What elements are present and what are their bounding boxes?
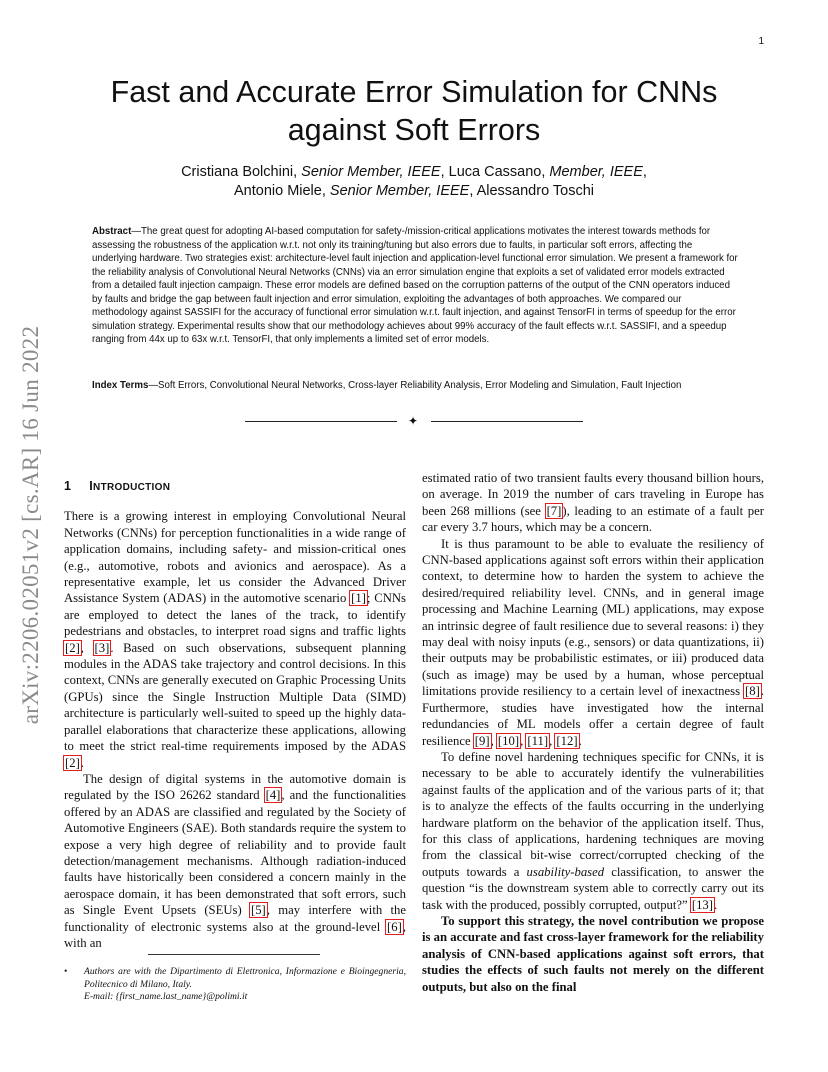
text-run: , and the functionalities offered by an ADAS are classified and regulated by the Society of Automotive Engineers (SAE). Both standards require the system to expose a very high degree of reliability and to provide fault detection/management mechanisms. Although radiation-induced faults have historically been considered a concern mainly in the aerospace domain, it has been demonstrated that soft errors, such as Single Event Upsets (SEUs)	[64, 788, 406, 918]
footnote-bullet: •	[64, 966, 68, 977]
footnote-email: E-mail: {first_name.last_name}@polimi.it	[84, 991, 248, 1002]
paragraph	[422, 749, 764, 913]
footnote	[64, 966, 406, 1004]
paragraph	[64, 771, 406, 951]
diamond-icon: ✦	[408, 414, 419, 428]
index-terms-text: —Soft Errors, Convolutional Neural Networks, Cross-layer Reliability Analysis, Error Modeling and Simulation, Fault Injection	[148, 380, 682, 391]
paper-title	[60, 73, 768, 149]
citation-link[interactable]: [2]	[65, 640, 80, 655]
author-list	[60, 163, 768, 201]
section-title-rest: NTRODUCTION	[93, 482, 171, 493]
citation-link[interactable]: [9]	[474, 733, 490, 748]
section-title-initial: I	[89, 479, 94, 493]
section-number: 1	[64, 479, 72, 493]
citation-link[interactable]: [5]	[250, 903, 266, 918]
author-line-2	[60, 182, 768, 201]
text-run: estimated ratio of two transient faults every thousand billion hours, on average. In 2019 the number of cars traveling in Europe has been 268 millions (see	[422, 471, 764, 518]
author-line-1	[60, 163, 768, 182]
abstract	[92, 225, 738, 347]
citation-link[interactable]: [3]	[94, 640, 110, 655]
text-run: The design of digital systems in the automotive domain is regulated by the ISO 26262 standard	[64, 771, 406, 803]
text-run: . Based on such observations, subsequent planning modules in the ADAS take trajectory and control decisions. In this context, CNNs are generally executed on Graphic Processing Units (GPUs) since the Single Instruction Multiple Data (SIMD) architecture is particularly well-suited to speed up the highly data-parallel elaborations that characterize these applications, allowing to meet the strict real-time requirements imposed by the ADAS	[64, 640, 406, 754]
paragraph	[422, 536, 764, 749]
text-run: classification, to answer the question “is the downstream system able to correctly carry out its task with the produced, possibly corrupted, output?”	[422, 864, 764, 912]
text-run: ,	[490, 733, 497, 748]
text-run: To define novel hardening techniques specific for CNNs, it is necessary to be able to accurately identify the vulnerabilities against faults of the application and of the various parts of it; that is to analyze the effects of the faults occurring in the underlying hardware platform on the behavior of the application itself. Thus, for this class of applications, hardening techniques are moving from the classical bit-wise correct/corrupted checking of the outputs towards a	[422, 749, 764, 879]
citation-link[interactable]: [13]	[691, 897, 713, 912]
citation-link[interactable]: [6]	[387, 919, 402, 934]
citation-link[interactable]: [12]	[556, 733, 578, 748]
citation-link[interactable]: [1]	[351, 591, 366, 606]
text-run: .	[578, 733, 582, 748]
author-name: Cristiana Bolchini,	[181, 164, 302, 180]
paragraph	[64, 508, 406, 771]
abstract-text: —The great quest for adopting AI-based computation for safety-/mission-critical applications motivates the interest towards methods for assessing the robustness of the application w.r.t. not only its training/tuning but also errors due to faults, in particular soft errors, affecting the underlying hardware. Two strategies exist: architecture-level fault injection and application-level functional error simulation. We present a framework for the reliability analysis of Convolutional Neural Networks (CNNs) via an error simulation engine that exploits a set of validated error models extracted from a detailed fault injection campaign. These error models are defined based on the corruption patterns of the output of the CNN operators induced by faults and bridge the gap between fault injection and error simulation, exploiting the advantages of both approaches. We compared our methodology against SASSIFI for the accuracy of functional error simulation w.r.t. fault injection, and against TensorFI in terms of speedup for the error simulation strategy. Experimental results show that our methodology achieves about 99% accuracy of the fault effects w.r.t. SASSIFI, and a speedup ranging from 44x up to 63x w.r.t. TensorFI, that only implements a limited set of error models.	[92, 226, 738, 345]
citation-link[interactable]: [2]	[65, 755, 80, 770]
footnote-rule	[148, 954, 320, 955]
text-run: It is thus paramount to be able to evaluate the resiliency of CNN-based applications against soft errors within their application context, to determine how to harden the system to achieve the desired/required reliability level. CNNs, and in general image processing and Machine Learning (ML) applications, may expose an intrinsic degree of fault resilience due to several reasons: i) they may deal with noisy inputs (e.g., sensors) or data quantizations, ii) their outputs may be probabilistic estimates, or iii) produced data (such as image) may be used by a human, whose perceptual limitations provide resiliency to a certain level of inexactness	[422, 536, 764, 699]
arxiv-stamp-text: arXiv:2206.02051v2 [cs.AR] 16 Jun 2022	[18, 325, 43, 725]
footnote-affiliation: Authors are with the Dipartimento di Elettronica, Informazione e Bioingegneria, Politecnico di Milano, Italy.	[84, 966, 406, 990]
citation-link[interactable]: [8]	[745, 684, 760, 699]
citation-link[interactable]: [4]	[265, 788, 281, 803]
footnote-text	[84, 966, 406, 1004]
author-affiliation-role: Senior Member, IEEE	[301, 164, 441, 180]
section-divider	[245, 414, 583, 428]
section-heading	[64, 478, 406, 496]
author-name: , Luca Cassano,	[440, 164, 550, 180]
text-run: , may interfere with the functionality of electronic systems also at the ground-level	[64, 903, 406, 934]
index-terms	[92, 379, 738, 393]
text-run: .	[80, 755, 84, 770]
text-run: . Furthermore, studies have investigated how the internal redundancies of ML models offer a certain degree of fault resilience	[422, 684, 764, 748]
author-name: Antonio Miele,	[233, 183, 330, 199]
page-number: 1	[758, 36, 764, 47]
paragraph	[422, 470, 764, 536]
citation-link[interactable]: [10]	[497, 733, 520, 748]
index-terms-label: Index Terms	[92, 380, 149, 391]
divider-line-left	[245, 421, 397, 422]
text-run: ; CNNs are employed to detect the lanes of the track, to identify pedestrians and obstacles, to interpret road signs and traffic lights	[64, 591, 406, 639]
arxiv-stamp	[16, 290, 46, 760]
text-run: , with an	[64, 919, 406, 950]
author-name: , Alessandro Toschi	[469, 183, 594, 199]
text-run: .	[714, 897, 718, 912]
title-line-1: Fast and Accurate Error Simulation for CNNs	[110, 75, 718, 109]
text-run: ,	[80, 640, 94, 655]
text-run: ), leading to an estimate of a fault per car every 3.7 hours, which may be a concern.	[422, 503, 764, 535]
contribution-paragraph: To support this strategy, the novel contribution we propose is an accurate and fast cross-layer framework for the reliability analysis of CNN-based applications against soft errors, that studies the effects of such faults not merely on the different outputs, but also on the final	[422, 913, 764, 994]
text-run: ,	[549, 733, 556, 748]
author-separator: ,	[642, 164, 647, 180]
text-run: There is a growing interest in employing Convolutional Neural Networks (CNNs) for perception functionalities in a wide range of application domains, including safety- and mission-critical ones (e.g., automotive, robots and avionics and aerospace). As a representative example, let us consider the Advanced Driver Assistance System (ADAS) in the automotive scenario	[64, 509, 406, 606]
left-column	[64, 478, 406, 951]
right-column	[422, 470, 764, 995]
author-affiliation-role: Member, IEEE	[549, 164, 643, 180]
text-run: ,	[520, 733, 527, 748]
citation-link[interactable]: [11]	[527, 733, 549, 748]
abstract-label: Abstract	[92, 226, 132, 237]
divider-line-right	[431, 421, 583, 422]
author-affiliation-role: Senior Member, IEEE	[329, 183, 470, 199]
title-line-2: against Soft Errors	[287, 113, 541, 147]
emphasis-text: usability-based	[526, 864, 605, 879]
citation-link[interactable]: [7]	[546, 503, 562, 518]
